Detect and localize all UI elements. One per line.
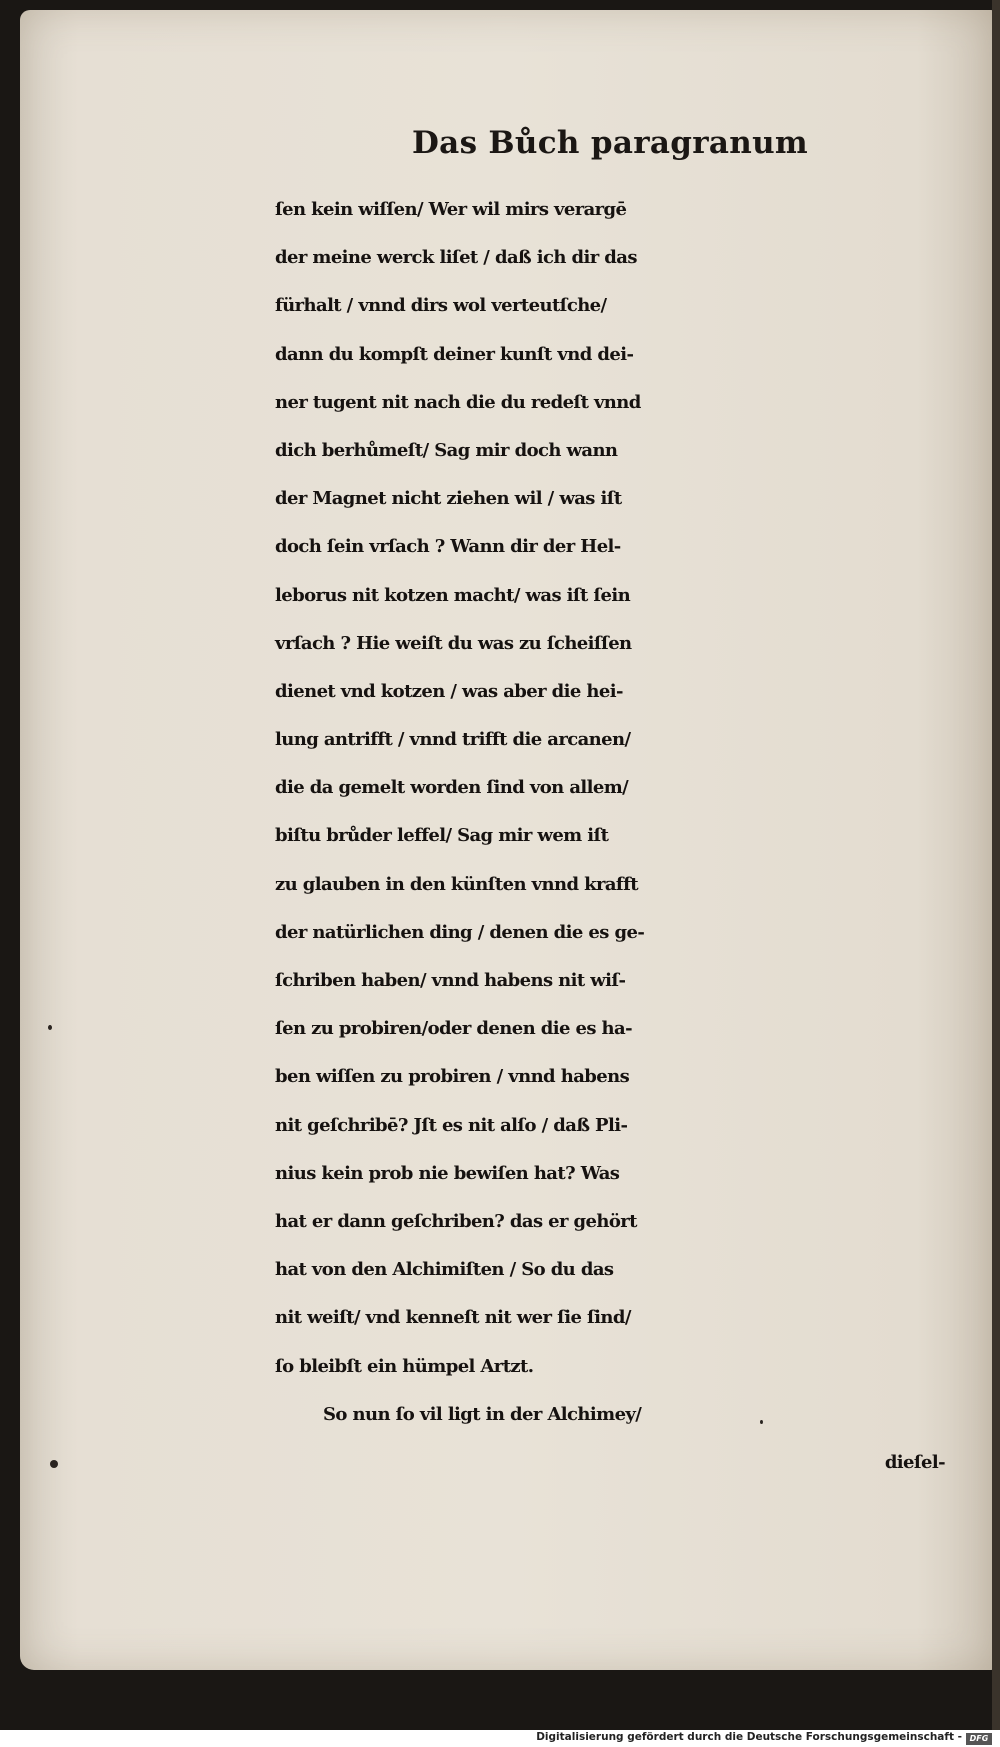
text-line: dich berhůmeſt/ Sag mir doch wann xyxy=(275,439,618,461)
running-head: Das Bůch paragranum xyxy=(412,125,809,161)
text-line: die da gemelt worden ſind von allem/ xyxy=(275,777,629,799)
page-edge-shadow xyxy=(992,0,1000,1730)
text-line: ſen zu probiren/oder denen die es ha- xyxy=(275,1018,632,1040)
text-line: leborus nit kotzen macht/ was iſt ſein xyxy=(275,584,631,606)
text-line: nit geſchribē? Jſt es nit alſo / daß Pli- xyxy=(275,1114,628,1136)
catchword: dieſel- xyxy=(884,1451,945,1473)
dfg-logo: DFG xyxy=(966,1733,992,1745)
text-line: der Magnet nicht ziehen wil / was iſt xyxy=(275,488,622,510)
digitization-footer xyxy=(0,1730,1000,1747)
text-line: biſtu brůder leffel/ Sag mir wem iſt xyxy=(275,825,609,847)
text-line: ſen kein wiſſen/ Wer wil mirs verargē xyxy=(275,199,627,220)
text-line: lung antrifft / vnnd trifft die arcanen/ xyxy=(275,729,631,751)
text-line: ben wiſſen zu probiren / vnnd habens xyxy=(275,1066,630,1088)
ink-speck xyxy=(48,1025,52,1030)
paragraph-start-line: So nun ſo vil ligt in der Alchimey/ xyxy=(323,1403,642,1425)
text-line: dann du kompſt deiner kunſt vnd dei- xyxy=(275,343,634,365)
text-line: der meine werck liſet / daß ich dir das xyxy=(275,247,637,269)
text-line: fürhalt / vnnd dirs wol verteutſche/ xyxy=(275,295,607,317)
text-line: dienet vnd kotzen / was aber die hei- xyxy=(275,680,623,702)
text-line: nius kein prob nie bewiſen hat? Was xyxy=(275,1162,620,1184)
text-line: der natürlichen ding / denen die es ge- xyxy=(275,921,645,943)
text-line: hat er dann geſchriben? das er gehört xyxy=(275,1210,637,1232)
ink-speck xyxy=(50,1460,58,1468)
text-line: zu glauben in den künſten vnnd krafft xyxy=(275,873,638,895)
funding-credit: Digitalisierung gefördert durch die Deutsche Forschungsgemeinschaft - xyxy=(536,1731,962,1743)
text-line: hat von den Alchimiſten / So du das xyxy=(275,1259,614,1281)
text-block xyxy=(275,186,955,1487)
text-line: vrſach ? Hie weiſt du was zu ſcheiſſen xyxy=(275,632,632,654)
text-line: nit weiſt/ vnd kenneſt nit wer ſie ſind/ xyxy=(275,1307,631,1329)
text-line: ner tugent nit nach die du redeſt vnnd xyxy=(275,391,641,413)
text-line: doch ſein vrſach ? Wann dir der Hel- xyxy=(275,536,621,558)
text-line: ſchriben haben/ vnnd habens nit wiſ- xyxy=(275,970,626,991)
text-line: ſo bleibſt ein hümpel Artzt. xyxy=(275,1355,534,1377)
